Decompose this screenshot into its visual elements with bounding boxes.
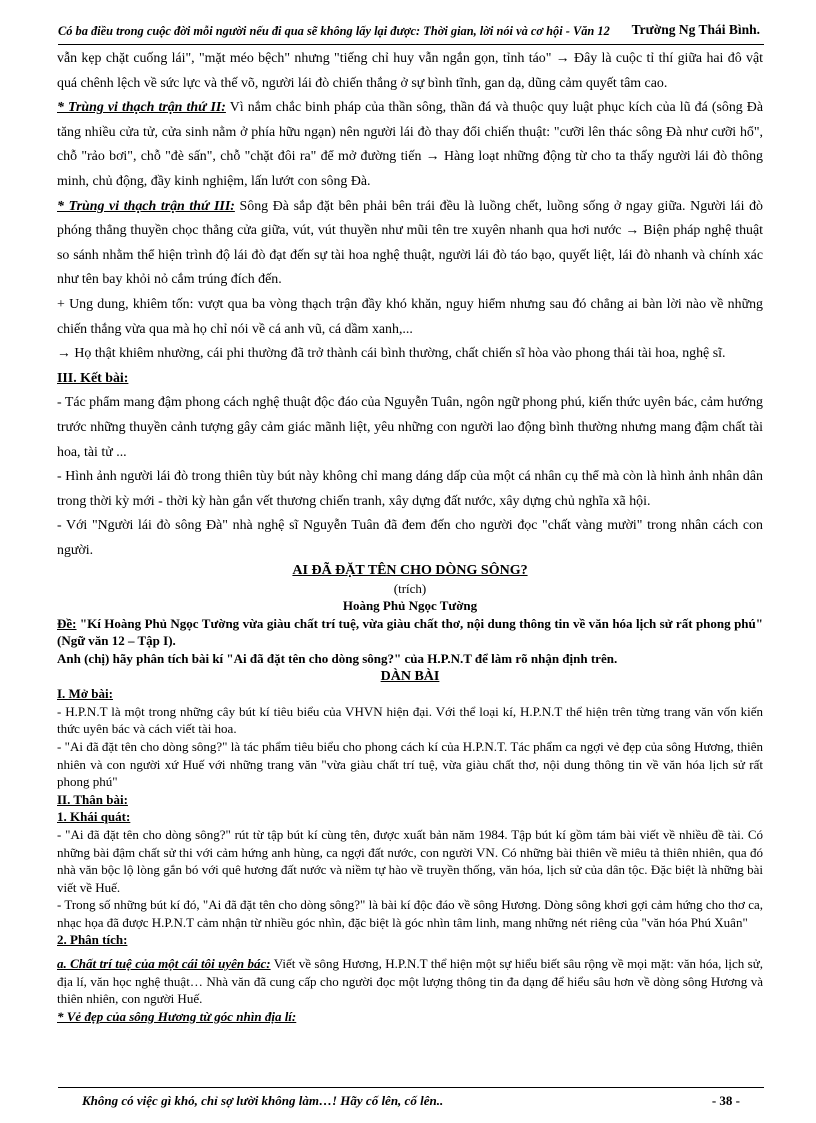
essay-section (57, 562, 763, 1025)
page-footer (58, 1087, 764, 1110)
paragraph: - Trong số những bút kí đó, "Ai đã đặt tên cho dòng sông?" là bài kí độc đáo về sông Hương. Dòng sông khơi gợi cảm hứng cho thơ ca, nhạc họa đã được H.P.N.T cảm nhận từ nhiều góc nhìn, đặc biệt là góc nhìn tâm linh, mang những nét riêng của "văn hóa Phú Xuân" (57, 897, 763, 930)
header-quote: Có ba điều trong cuộc đời mỗi người nếu đi qua sẽ không lấy lại được: Thời gian, lời nói và cơ hội - Văn 12 (58, 24, 610, 38)
subheading: * Trùng vi thạch trận thứ III: (57, 198, 235, 214)
paragraph: - "Ai đã đặt tên cho dòng sông?" là tác phẩm tiêu biểu cho phong cách kí của H.P.N.T. Tác phẩm ca ngợi vẻ đẹp của sông Hương, thiên nhiên và con người xứ Huế với những trang văn "vừa giàu chất trí tuệ, vừa giàu chất thơ, nội dung thông tin về văn hóa lịch sử rất phong phú" (57, 738, 763, 790)
prompt-text: "Kí Hoàng Phủ Ngọc Tường vừa giàu chất trí tuệ, vừa giàu chất thơ, nội dung thông tin về văn hóa lịch sử rất phong phú" (Ngữ văn 12 – Tập I). (57, 615, 763, 649)
section-heading: 2. Phân tích: (57, 932, 128, 948)
page-header (58, 22, 764, 45)
section-heading: I. Mở bài: (57, 686, 113, 702)
paragraph: + Ung dung, khiêm tốn: vượt qua ba vòng thạch trận đầy khó khăn, nguy hiểm nhưng sau đó chẳng ai bàn lời nào về những chiến thắng vừa qua mà họ chỉ nói về cá anh vũ, cá dầm xanh,... (57, 296, 763, 337)
essay-title: AI ĐÃ ĐẶT TÊN CHO DÒNG SÔNG? (292, 563, 528, 578)
prompt-label: Đề: (57, 615, 77, 631)
page-number: - 38 - (711, 1093, 740, 1108)
paragraph: - "Ai đã đặt tên cho dòng sông?" rút từ tập bút kí cùng tên, được xuất bản năm 1984. Tập bút kí gồm tám bài viết về nhiều đề tài. Có những bài đậm chất sử thi với cảm hứng anh hùng, ca ngợi đất nước, con người VN. Có những bài thiên về miêu tả thiên nhiên, qua đó nhà văn bộc lộ lòng gắn bó với quê hương đất nước và niềm tự hào về truyền thống, văn hóa, lịch sử của dân tộc. Đặc biệt là những bài viết về Huế. (57, 826, 763, 895)
paragraph: - Tác phẩm mang đậm phong cách nghệ thuật độc đáo của Nguyễn Tuân, ngôn ngữ phong phú, kiến thức uyên bác, cảm hướng trước những thuyền cảnh tượng gây cảm giác mãnh liệt, yêu những con người lao động bình thường nhưng mang đậm chất tài hoa, tài tử ... (57, 395, 763, 460)
paragraph-text: Viết về sông Hương, H.P.N.T thể hiện một sự hiểu biết sâu rộng về mọi mặt: văn hóa, lịch sử, địa lí, văn học nghệ thuật… Nhà văn đã cung cấp cho người đọc một lượng thông tin đa dạng để hiểu sâu hơn về dòng sông Hương và thiên nhiên, con người Huế. (57, 956, 764, 1007)
paragraph: - Với "Người lái đò sông Đà" nhà nghệ sĩ Nguyễn Tuân đã đem đến cho người đọc "chất vàng mười" trong nhân cách con người. (57, 518, 763, 558)
essay-prompt (57, 615, 763, 650)
upper-section (57, 47, 763, 563)
essay-task: Anh (chị) hãy phân tích bài kí "Ai đã đặt tên cho dòng sông?" của H.P.N.T để làm rõ nhận định trên. (57, 650, 618, 666)
outline-title: DÀN BÀI (380, 668, 440, 684)
paragraph (57, 195, 763, 293)
paragraph: → Họ thật khiêm nhường, cái phi thường đã trở thành cái bình thường, chất chiến sĩ hòa vào phong thái tài hoa, nghệ sĩ. (57, 346, 726, 362)
subheading: a. Chất trí tuệ của một cái tôi uyên bác: (57, 956, 271, 972)
section-heading: II. Thân bài: (57, 791, 128, 807)
header-school: Trường Ng Thái Bình. (631, 22, 760, 37)
paragraph: vẫn kẹp chặt cuống lái", "mặt méo bệch" nhưng "tiếng chỉ huy vẫn ngắn gọn, tỉnh táo" → Đây là cuộc tỉ thí giữa hai đô vật quá chênh lệch về sức lực và thế võ, người lái đò chiến thắng ở sự bình tĩnh, gan dạ, dũng cảm quyết tâm cao. (57, 51, 763, 91)
paragraph (57, 955, 763, 1008)
subheading: * Trùng vi thạch trận thứ II: (57, 100, 226, 116)
paragraph-text: Sông Đà sắp đặt bên phải bên trái đều là luồng chết, luồng sống ở ngay giữa. Người lái đò phóng thẳng thuyền chọc thẳng cửa giữa, vút, vút thuyền như mũi tên tre xuyên nhanh qua hơi nước → Biện pháp nghệ thuật so sánh nhằm thể hiện trình độ lái đò đạt đến sự tài hoa nghệ thuật, người lái đò táo bạo, quyết liệt, lái đò nhanh và chính xác như tên bay khỏi nỏ cắm trúng đích đến. (57, 198, 764, 288)
footer-motto: Không có việc gì khó, chỉ sợ lười không làm…! Hãy cố lên, cố lên.. (82, 1093, 444, 1108)
subheading: * Vẻ đẹp của sông Hương từ góc nhìn địa lí: (57, 1008, 297, 1024)
section-heading: 1. Khái quát: (57, 809, 131, 825)
paragraph-text: Vì nắm chắc binh pháp của thần sông, thần đá và thuộc quy luật phục kích của lũ đá (sông Đà tăng nhiều cửa tử, cửa sinh nằm ở phía hữu ngạn) nên người lái đò thay đổi chiến thuật: "cưỡi lên thác sông Đà như cưỡi hổ", chỗ "rảo bơi", chỗ "đè sấn", chỗ "chặt đôi ra" để mở đường tiến → Hàng loạt những động từ cho ta thấy người lái đò thông minh, chủ động, đầy kinh nghiệm, lấn lướt con sông Đà. (57, 100, 764, 189)
paragraph: - H.P.N.T là một trong những cây bút kí tiêu biểu của VHVN hiện đại. Với thể loại kí, H.P.N.T thể hiện trên từng trang văn vốn kiến thức uyên bác và cách viết tài hoa. (57, 703, 763, 737)
paragraph: - Hình ảnh người lái đò trong thiên tùy bút này không chỉ mang dáng dấp của một cá nhân cụ thể mà còn là hình ảnh nhân dân trong thời kỳ mới - thời kỳ hàn gắn vết thương chiến tranh, xây dựng đất nước, xây dựng chủ nghĩa xã hội. (57, 469, 763, 509)
essay-subtitle: (trích) (393, 580, 427, 596)
section-heading: III. Kết bài: (57, 370, 129, 386)
paragraph (57, 96, 763, 194)
essay-author: Hoàng Phủ Ngọc Tường (342, 598, 478, 614)
